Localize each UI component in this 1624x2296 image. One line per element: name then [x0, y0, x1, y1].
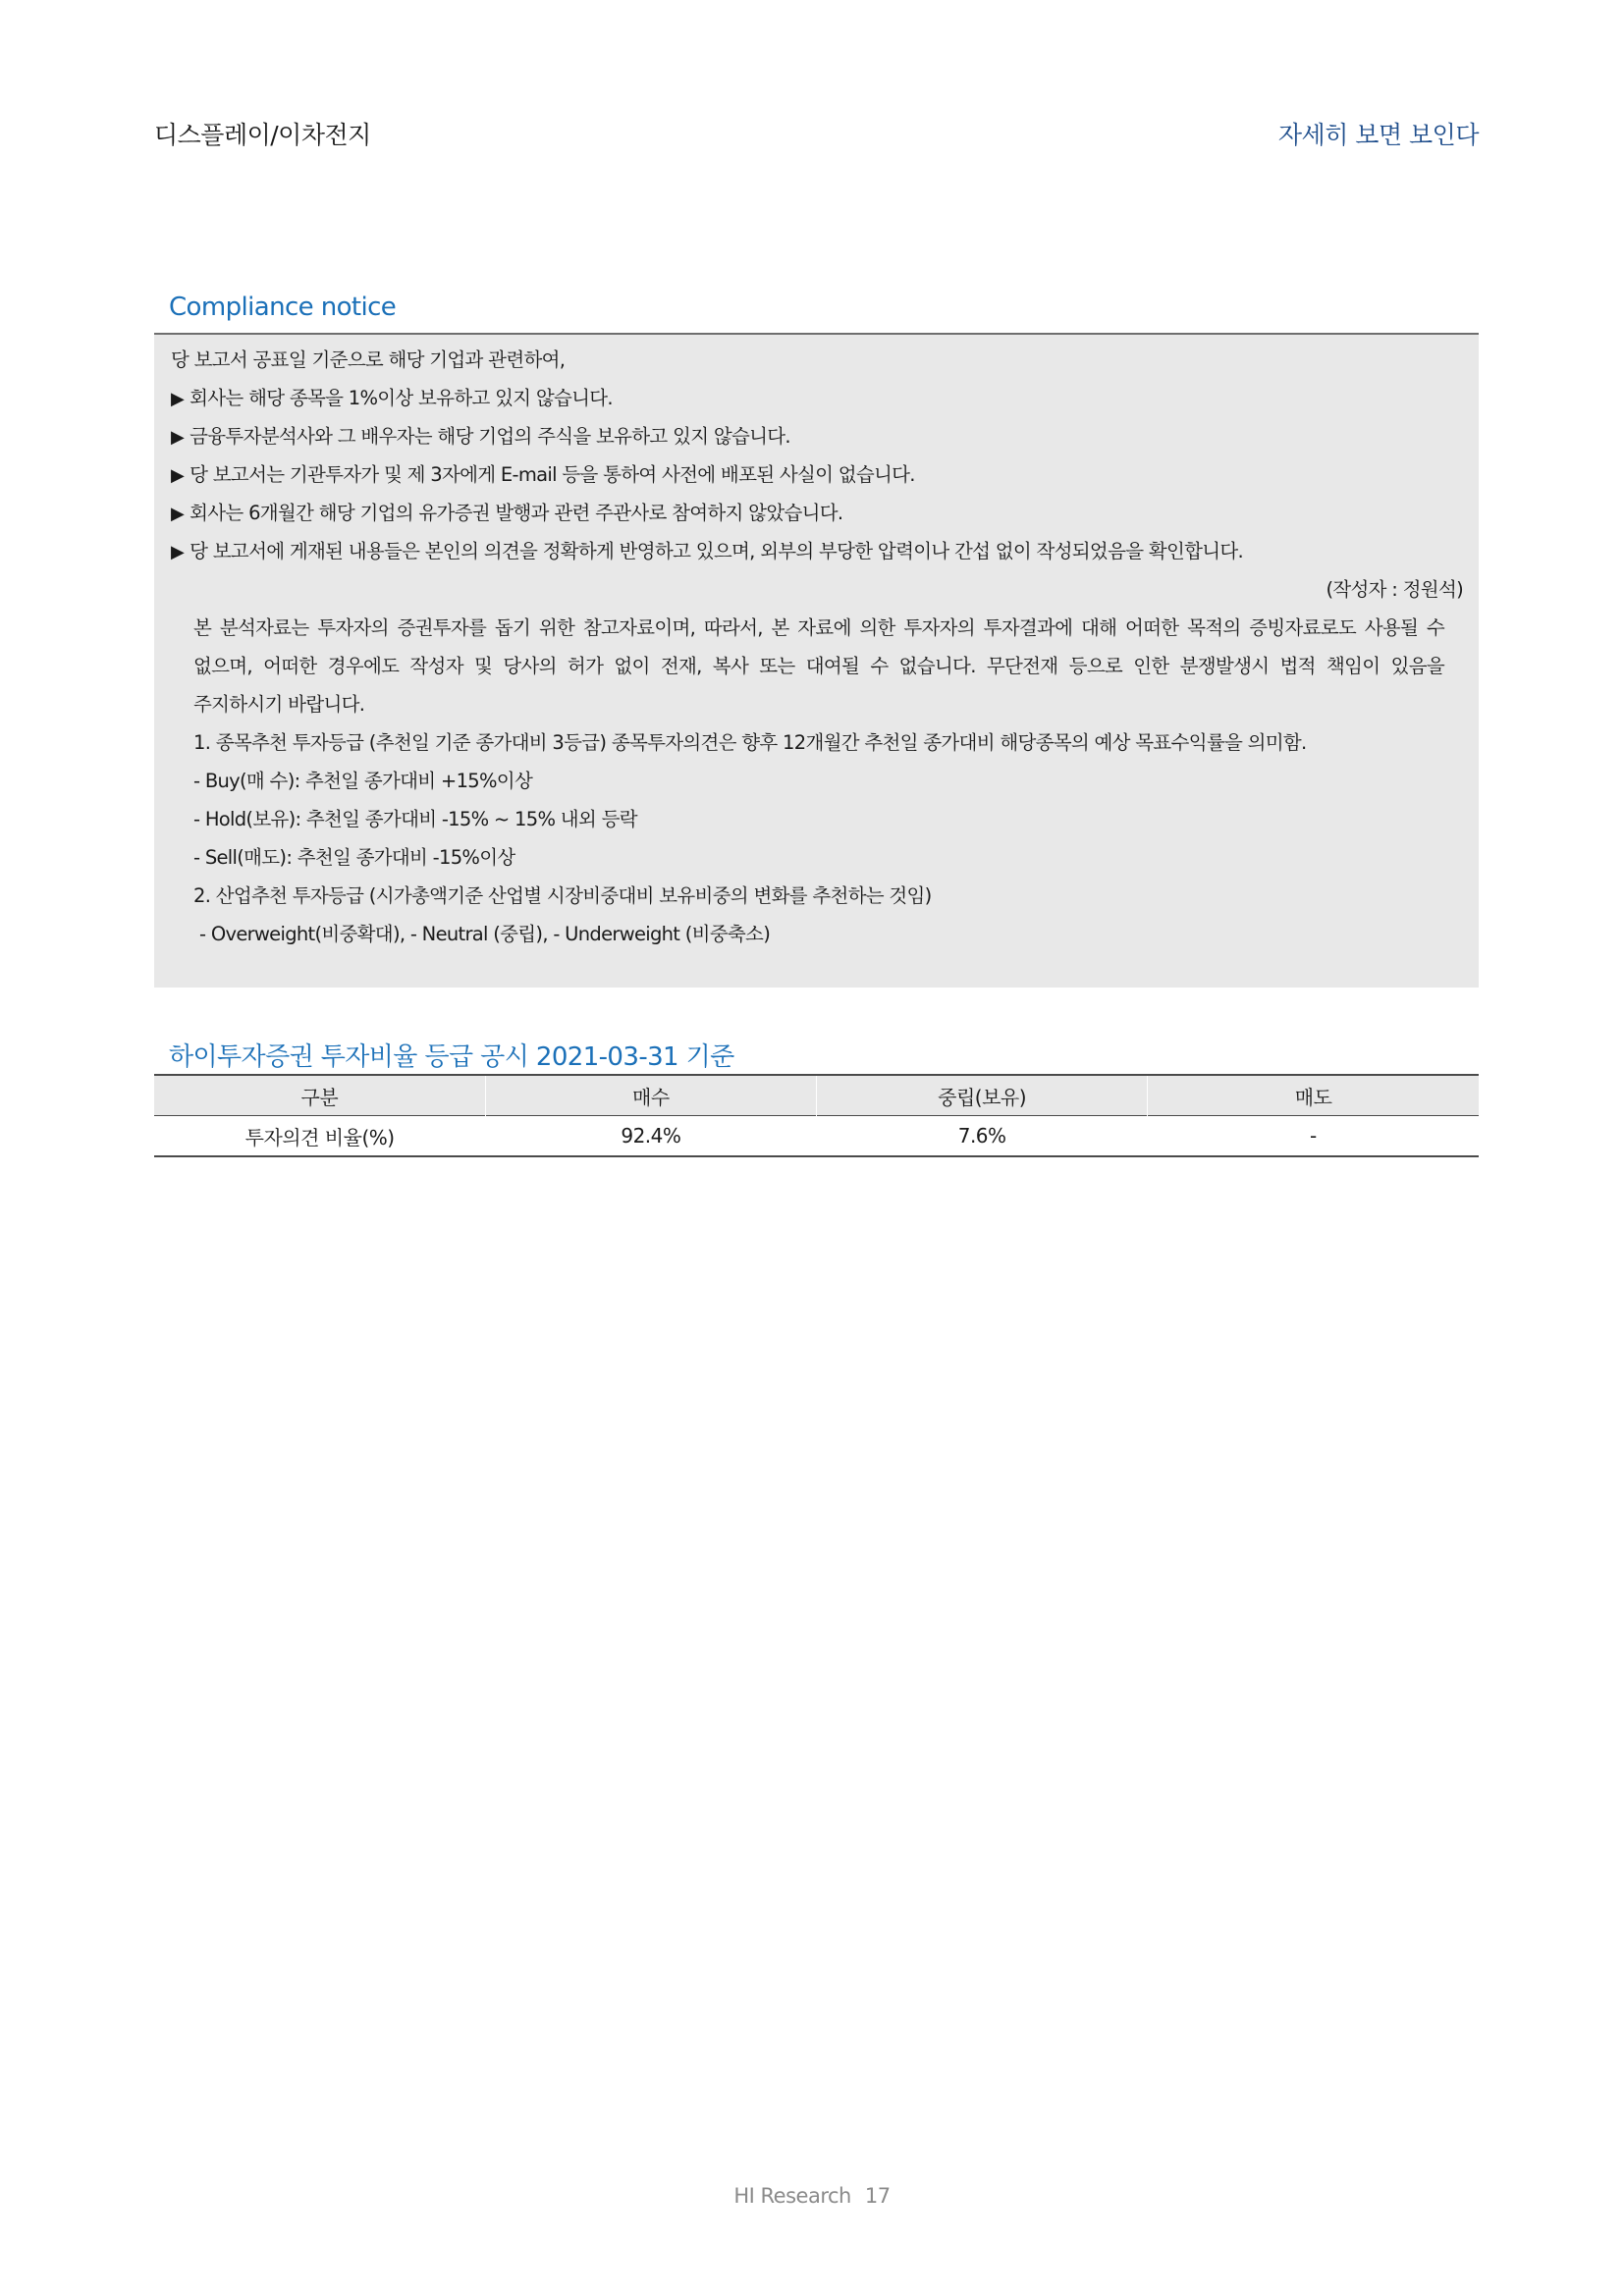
header-report-title: 자세히 보면 보인다	[1277, 121, 1479, 149]
table-row	[154, 1116, 1479, 1157]
compliance-title: Compliance notice	[169, 293, 397, 322]
table-header-row	[154, 1075, 1479, 1116]
disclaimer-line: 주지하시기 바랍니다.	[193, 693, 365, 716]
table-header-cell: 매수	[485, 1075, 816, 1116]
arrow-icon: ▶	[171, 465, 185, 486]
compliance-item: ▶ 당 보고서에 게재된 내용들은 본인의 의견을 정확하게 반영하고 있으며, 외부의 부당한 압력이나 간섭 없이 작성되었음을 확인합니다.	[171, 540, 1244, 562]
ratio-title: 하이투자증권 투자비율 등급 공시 2021-03-31 기준	[169, 1042, 734, 1072]
table-cell: 투자의견 비율(%)	[244, 1125, 395, 1149]
header-section-label: 디스플레이/이차전지	[154, 121, 371, 149]
page-footer	[0, 2184, 1624, 2208]
compliance-intro: 당 보고서 공표일 기준으로 해당 기업과 관련하여,	[171, 348, 566, 371]
ratio-table-wrap	[154, 1074, 1479, 1157]
disclaimer-line: 없으며, 어떠한 경우에도 작성자 및 당사의 허가 없이 전재, 복사 또는 대여될 수 없습니다. 무단전재 등으로 인한 분쟁발생시 법적 책임이 있음을	[193, 655, 1444, 677]
rating-line: 2. 산업추천 투자등급 (시가총액기준 산업별 시장비중대비 보유비중의 변화를 추천하는 것임)	[193, 884, 932, 907]
compliance-item: ▶ 회사는 6개월간 해당 기업의 유가증권 발행과 관련 주관사로 참여하지 않았습니다.	[171, 502, 843, 524]
ratio-table	[154, 1074, 1479, 1157]
table-cell: -	[1310, 1124, 1317, 1148]
table-header-cell: 구분	[300, 1085, 339, 1109]
rating-line: 1. 종목추천 투자등급 (추천일 기준 종가대비 3등급) 종목투자의견은 향후 12개월간 추천일 종가대비 해당종목의 예상 목표수익률을 의미함.	[193, 731, 1307, 754]
rating-line: - Buy(매 수): 추천일 종가대비 +15%이상	[193, 770, 533, 792]
arrow-icon: ▶	[171, 389, 185, 409]
table-header-cell: 중립(보유)	[817, 1075, 1148, 1116]
footer-brand: HI Research	[733, 2184, 851, 2208]
arrow-icon: ▶	[171, 427, 185, 448]
rating-line: - Overweight(비중확대), - Neutral (중립), - Underweight (비중축소)	[199, 923, 771, 945]
table-cell: 7.6%	[957, 1124, 1006, 1148]
compliance-notice-box	[154, 333, 1479, 988]
compliance-item: ▶ 금융투자분석사와 그 배우자는 해당 기업의 주식을 보유하고 있지 않습니다.	[171, 425, 790, 448]
disclaimer-line: 본 분석자료는 투자자의 증권투자를 돕기 위한 참고자료이며, 따라서, 본 자료에 의한 투자자의 투자결과에 대해 어떠한 목적의 증빙자료로도 사용될 수	[193, 616, 1445, 639]
table-header-cell: 매도	[1148, 1075, 1479, 1116]
arrow-icon: ▶	[171, 504, 185, 524]
rating-line: - Sell(매도): 추천일 종가대비 -15%이상	[193, 846, 515, 869]
arrow-icon: ▶	[171, 542, 185, 562]
page-number: 17	[864, 2184, 891, 2208]
compliance-item: ▶ 회사는 해당 종목을 1%이상 보유하고 있지 않습니다.	[171, 387, 613, 409]
author-line: (작성자 : 정원석)	[1326, 578, 1463, 601]
rating-line: - Hold(보유): 추천일 종가대비 -15% ~ 15% 내외 등락	[193, 808, 637, 830]
table-cell: 92.4%	[621, 1124, 681, 1148]
compliance-item: ▶ 당 보고서는 기관투자가 및 제 3자에게 E-mail 등을 통하여 사전에 배포된 사실이 없습니다.	[171, 463, 915, 486]
